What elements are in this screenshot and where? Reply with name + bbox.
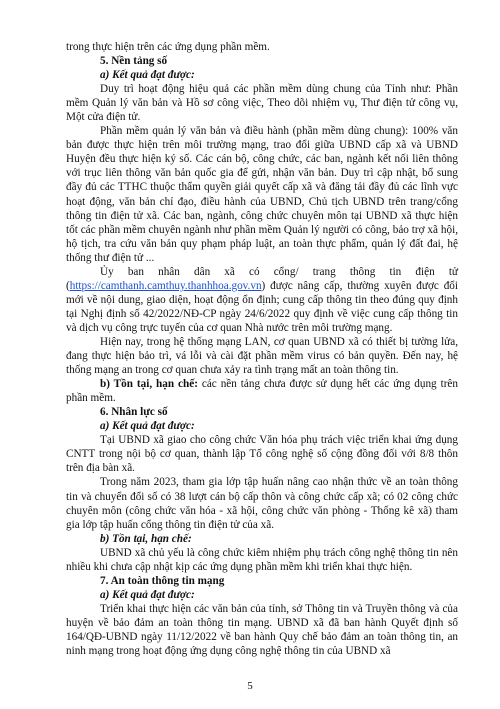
section-5-paragraph-1: Duy trì hoạt động hiệu quả các phần mềm dùng chung của Tỉnh như: Phần mềm Quản lý văn bản và Hồ sơ công việc, Theo dõi nhiệm vụ, Thư điện tử công vụ, Một cửa điện tử. (66, 83, 458, 124)
section-5-paragraph-3 (66, 265, 458, 335)
section-5-issues (66, 377, 458, 405)
section-5-p3-before: Ủy ban nhân dân xã có cổng/ trang thông tin điện tử ( (66, 265, 458, 292)
section-7-achieved-label: a) Kết quả đạt được: (100, 588, 195, 601)
section-6-paragraph-3: UBND xã chủ yếu là công chức kiêm nhiệm phụ trách công nghệ thông tin nên nhiều khi chưa cập nhật kịp các ứng dụng phần mềm khi triển khai thực hiện. (66, 546, 458, 573)
document-body (66, 40, 458, 658)
section-5-p3-after: ) được nâng cấp, thường xuyên được đổi mới về nội dung, giao diện, hoạt động ổn định; cung cấp thông tin theo đúng quy định tại Nghị định số 42/2022/NĐ-CP ngày 24/6/2022 quy định về việc cung cấp thông tin và dịch vụ công trực tuyến của cơ quan Nhà nước trên môi trường mạng. (66, 279, 458, 334)
section-6-paragraph-1: Tại UBND xã giao cho công chức Văn hóa phụ trách việc triển khai ứng dụng CNTT trong nội bộ cơ quan, thành lập Tổ công nghệ số cộng đồng đối với 8/8 thôn trên địa bàn xã. (66, 434, 458, 475)
section-6-heading: 6. Nhân lực số (100, 406, 168, 419)
section-5-achieved-label: a) Kết quả đạt được: (100, 69, 195, 82)
section-6-paragraph-2: Trong năm 2023, tham gia lớp tập huấn nâng cao nhận thức về an toàn thông tin và chuyển đổi số có 38 lượt cán bộ cấp thôn và công chức cấp xã; có 02 công chức chuyên môn (công chức văn hóa - xã hội, công chức văn phòng - Thống kê xã) tham gia lớp tập huấn cổng thông tin điện tử của xã. (66, 476, 458, 531)
portal-link[interactable]: https://camthanh.camthuy.thanhhoa.gov.vn (69, 279, 262, 292)
section-5-issues-text: các nền tảng chưa được sử dụng hết các ứng dụng trên phần mềm. (66, 378, 458, 405)
section-5-paragraph-2: Phần mềm quản lý văn bản và điều hành (phần mềm dùng chung): 100% văn bản được thực hiện trên môi trường mạng, trao đổi giữa UBND cấp xã và UBND Huyện đều thực hiện ký số. Các cán bộ, công chức, các ban, ngành kết nối liên thông với trục liên thông văn bản quốc gia để gửi, nhận văn bản. Duy trì cập nhật, bổ sung đầy đủ các TTHC thuộc thẩm quyền giải quyết cấp xã và đăng tải đầy đủ các lĩnh vực hoạt động, văn bản chỉ đạo, điều hành của UBND, Chủ tịch UBND trên trang/cổng thông tin điện tử xã. Các ban, ngành, công chức chuyên môn tại UBND xã thực hiện tốt các phần mềm chuyên ngành như phần mềm Quản lý người có công, bảo trợ xã hội, hộ tịch, tra cứu văn bản quy phạm pháp luật, an toàn thực phẩm, quản lý đất đai, hệ thống thư điện tử ... (66, 125, 458, 264)
intro-tail: trong thực hiện trên các ứng dụng phần mềm. (66, 41, 270, 53)
section-5-issues-label: b) Tồn tại, hạn chế: (100, 378, 198, 391)
section-5-heading: 5. Nền tảng số (100, 55, 168, 68)
page-number: 5 (247, 680, 253, 692)
section-7-heading: 7. An toàn thông tin mạng (100, 574, 225, 587)
section-6-achieved-label: a) Kết quả đạt được: (100, 420, 195, 433)
section-5-paragraph-4: Hiện nay, trong hệ thống mạng LAN, cơ quan UBND xã có thiết bị tường lửa, đang thực hiện bảo trì, vá lỗi và cài đặt phần mềm virus có bản quyền. Đến nay, hệ thống mạng an trong cơ quan chưa xảy ra tình trạng mất an toàn thông tin. (66, 335, 458, 377)
section-6-issues-label: b) Tồn tại, hạn chế: (100, 532, 192, 545)
section-7-paragraph-1: Triển khai thực hiện các văn bản của tỉnh, sở Thông tin và Truyền thông và của huyện về bảo đảm an toàn thông tin mạng. UBND xã đã ban hành Quyết định số 164/QĐ-UBND ngày 11/12/2022 về ban hành Quy chế bảo đảm an toàn thông tin, an ninh mạng trong hoạt động ứng dụng công nghệ thông tin của UBND xã (66, 602, 458, 658)
